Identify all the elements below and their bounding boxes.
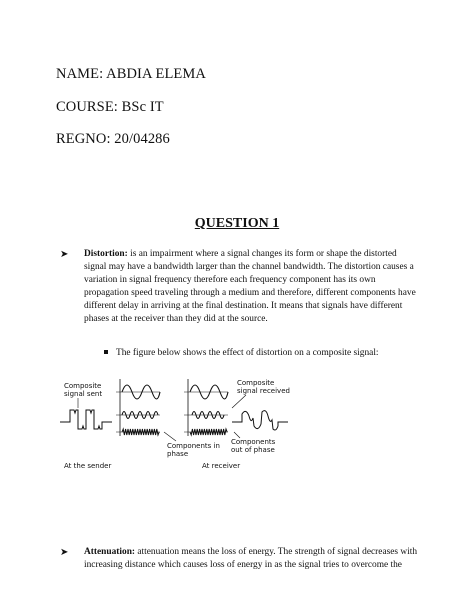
distortion-line-2: signal may have a bandwidth larger than the channel bandwidth. The distortion causes a (84, 261, 414, 272)
leader-line-in-phase (164, 432, 176, 441)
arrow-bullet-icon: ➤ (60, 249, 69, 260)
components-in-phase-group (116, 379, 160, 436)
label-at-receiver: At receiver (202, 462, 241, 470)
question-title: QUESTION 1 (194, 216, 280, 231)
components-out-phase-group (184, 379, 228, 436)
label-composite-received-1: Composite (237, 379, 275, 387)
label-at-sender: At the sender (64, 462, 112, 470)
composite-sent-wave (60, 410, 112, 429)
label-composite-received-2: signal received (237, 387, 290, 395)
composite-received-wave (232, 411, 288, 430)
attenuation-line-1: Attenuation: attenuation means the loss of energy. The strength of signal decreases with (84, 547, 418, 557)
distortion-line-1: Distortion: is an impairment where a signal changes its form or shape the distorted (84, 249, 397, 259)
distortion-line-6: phases at the receiver than they did at the source. (84, 313, 268, 324)
label-components-in-phase-2: phase (167, 450, 189, 458)
arrow-bullet-icon: ➤ (60, 547, 69, 558)
student-name: NAME: ABDIA ELEMA (56, 66, 206, 82)
course-line: COURSE: BSc IT (56, 99, 164, 115)
label-composite-sent-1: Composite (64, 382, 102, 390)
distortion-line-3: variation in signal frequency therefore each frequency component has its own (84, 274, 376, 285)
label-components-out-phase-1: Components (231, 438, 276, 446)
label-components-in-phase-1: Components in (167, 442, 220, 450)
figure-intro: The figure below shows the effect of distortion on a composite signal: (104, 347, 379, 359)
leader-line-received (232, 395, 246, 408)
label-composite-sent-2: signal sent (64, 390, 103, 398)
distortion-paragraph (84, 248, 424, 325)
distortion-term: Distortion: (84, 249, 128, 259)
distortion-line-5: different delay in arriving at the final destination. It means that signals have different (84, 300, 403, 311)
attenuation-term: Attenuation: (84, 547, 136, 557)
attenuation-paragraph (84, 546, 424, 572)
square-bullet-icon (104, 350, 108, 354)
regno-line: REGNO: 20/04286 (56, 131, 170, 147)
label-components-out-phase-2: out of phase (231, 446, 275, 454)
distortion-figure (56, 374, 306, 474)
distortion-line-4: propagation speed traveling through a medium and therefore, different components have (84, 287, 416, 298)
attenuation-line-2: increasing distance which causes loss of energy in as the signal tries to overcome the (84, 559, 402, 570)
